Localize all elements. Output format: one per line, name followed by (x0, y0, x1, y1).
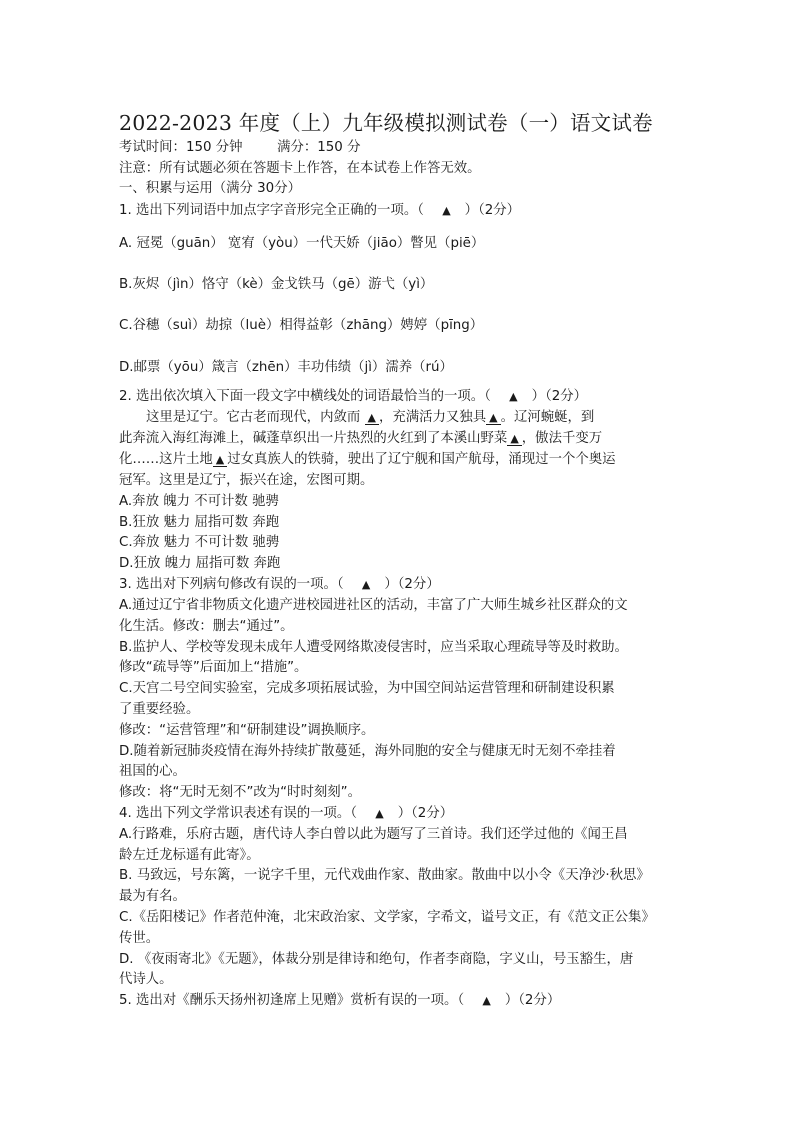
q4-line: A.行路难，乐府古题，唐代诗人李白曾以此为题写了三首诗。我们还学过他的《闻王昌 (119, 827, 628, 842)
exam-title: 2022-2023 年度（上）九年级模拟测试卷（一）语文试卷 (119, 111, 653, 135)
passage-text: 这里是辽宁。它古老而现代，内敛而 (146, 410, 361, 425)
passage-text: 过女真族人的铁骑，驶出了辽宁舰和国产航母，涌现过一个个奥运 (227, 452, 616, 467)
exam-time: 考试时间：150 分钟 (119, 140, 243, 155)
q4-line: C.《岳阳楼记》作者范仲淹，北宋政治家、文学家，字希文，谥号文正，有《范文正公集》 (119, 910, 655, 925)
exam-info-line (119, 140, 360, 156)
section-heading: 一、积累与运用（满分 30分） (119, 181, 301, 196)
question-points: ）（2分） (384, 577, 440, 592)
answer-mark-icon: ▲ (367, 411, 376, 424)
passage-text: ，充满活力又独具 (378, 410, 487, 425)
question-points: ）（2分） (531, 389, 588, 404)
q3-line: 祖国的心。 (119, 764, 186, 779)
q3-line: 了重要经验。 (119, 702, 200, 717)
q3-line: 修改“疏导等”后面加上“措施”。 (119, 660, 308, 675)
fill-blank (486, 411, 500, 425)
q2-option-b: B.狂放 魅力 屈指可数 奔跑 (119, 515, 280, 530)
passage-text: ，傲法千变万 (521, 431, 603, 446)
question-text: 5. 选出对《酬乐天扬州初逢席上见赠》赏析有误的一项。（ (119, 993, 465, 1008)
q3-line: A.通过辽宁省非物质文化遗产进校园进社区的活动，丰富了广大师生城乡社区群众的文 (119, 598, 628, 613)
answer-mark-icon: ▲ (375, 807, 384, 820)
q2-passage-line-1 (146, 410, 594, 426)
passage-text: 。辽河蜿蜒，到 (500, 410, 595, 425)
q4-line: 最为有名。 (119, 889, 186, 904)
q1-option-b: B.灰烬（jìn）恪守（kè）金戈铁马（gē）游弋（yì） (119, 277, 434, 292)
q4-line: 代诗人。 (119, 972, 173, 987)
passage-text: 化……这片土地 (119, 452, 213, 467)
answer-mark-icon: ▲ (361, 578, 371, 591)
q1-option-c: C.谷穗（suì）劫掠（luè）相得益彰（zhāng）娉婷（pīng） (119, 318, 484, 333)
answer-mark-icon: ▲ (509, 390, 518, 403)
passage-text: 此奔流入海红海滩上，碱蓬草织出一片热烈的火红到了本溪山野菜 (119, 431, 508, 446)
question-points: ）（2分） (397, 806, 454, 821)
q2-option-c: C.奔放 魅力 不可计数 驰骋 (119, 535, 280, 550)
answer-mark-icon: ▲ (510, 432, 519, 445)
question-4-stem (119, 806, 453, 822)
q3-line: 修改：将“无时无刻不”改为“时时刻刻”。 (119, 785, 361, 800)
q3-line: D.随着新冠肺炎疫情在海外持续扩散蔓延，海外同胞的安全与健康无时无刻不牵挂着 (119, 744, 616, 759)
question-text: 1. 选出下列词语中加点字字音形完全正确的一项。（ (119, 203, 424, 218)
q3-line: 化生活。修改：删去“通过”。 (119, 619, 294, 634)
q3-line: C.天宫二号空间实验室，完成多项拓展试验，为中国空间站运营管理和研制建设积累 (119, 681, 615, 696)
q4-line: 传世。 (119, 931, 160, 946)
fill-blank (507, 432, 521, 446)
q1-option-a: A. 冠冕（guān） 宽宥（yòu）一代天娇（jiāo）瞥见（piē） (119, 236, 485, 251)
q3-line: 修改：“运营管理”和“研制建设”调换顺序。 (119, 723, 375, 738)
question-text: 3. 选出对下列病句修改有误的一项。（ (119, 577, 344, 592)
question-2-stem (119, 389, 587, 405)
answer-mark-icon: ▲ (215, 453, 225, 466)
answer-mark-icon: ▲ (482, 994, 491, 1007)
question-1-stem (119, 203, 520, 219)
question-3-stem (119, 577, 440, 593)
q2-option-a: A.奔放 魄力 不可计数 驰骋 (119, 494, 279, 509)
question-5-stem (119, 993, 560, 1009)
question-points: ）（2分） (464, 203, 521, 218)
q4-line: 龄左迁龙标遥有此寄》。 (119, 848, 260, 863)
q2-passage-line-2 (119, 431, 602, 447)
question-text: 2. 选出依次填入下面一段文字中横线处的词语最恰当的一项。（ (119, 389, 491, 404)
q2-passage-line-4: 冠军。这里是辽宁，振兴在途，宏图可期。 (119, 473, 374, 488)
question-points: ）（2分） (504, 993, 561, 1008)
q2-option-d: D.狂放 魄力 屈指可数 奔跑 (119, 556, 281, 571)
answer-mark-icon: ▲ (489, 411, 498, 424)
q1-option-d: D.邮票（yōu）箴言（zhēn）丰功伟绩（jì）濡养（rú） (119, 360, 453, 375)
exam-score: 满分：150 分 (277, 140, 361, 155)
fill-blank (365, 411, 379, 425)
q4-line: D. 《夜雨寄北》《无题》，体裁分别是律诗和绝句，作者李商隐，字义山，号玉豁生，唐 (119, 952, 634, 967)
q4-line: B. 马致远，号东篱，一说字千里，元代戏曲作家、散曲家。散曲中以小令《天净沙·秋思》 (119, 868, 650, 883)
q2-passage-line-3 (119, 452, 616, 468)
exam-notice: 注意：所有试题必须在答题卡上作答，在本试卷上作答无效。 (119, 161, 481, 176)
question-text: 4. 选出下列文学常识表述有误的一项。（ (119, 806, 357, 821)
fill-blank (213, 453, 227, 467)
q3-line: B.监护人、学校等发现未成年人遭受网络欺凌侵害时，应当采取心理疏导等及时救助。 (119, 640, 628, 655)
answer-mark-icon: ▲ (442, 204, 451, 217)
